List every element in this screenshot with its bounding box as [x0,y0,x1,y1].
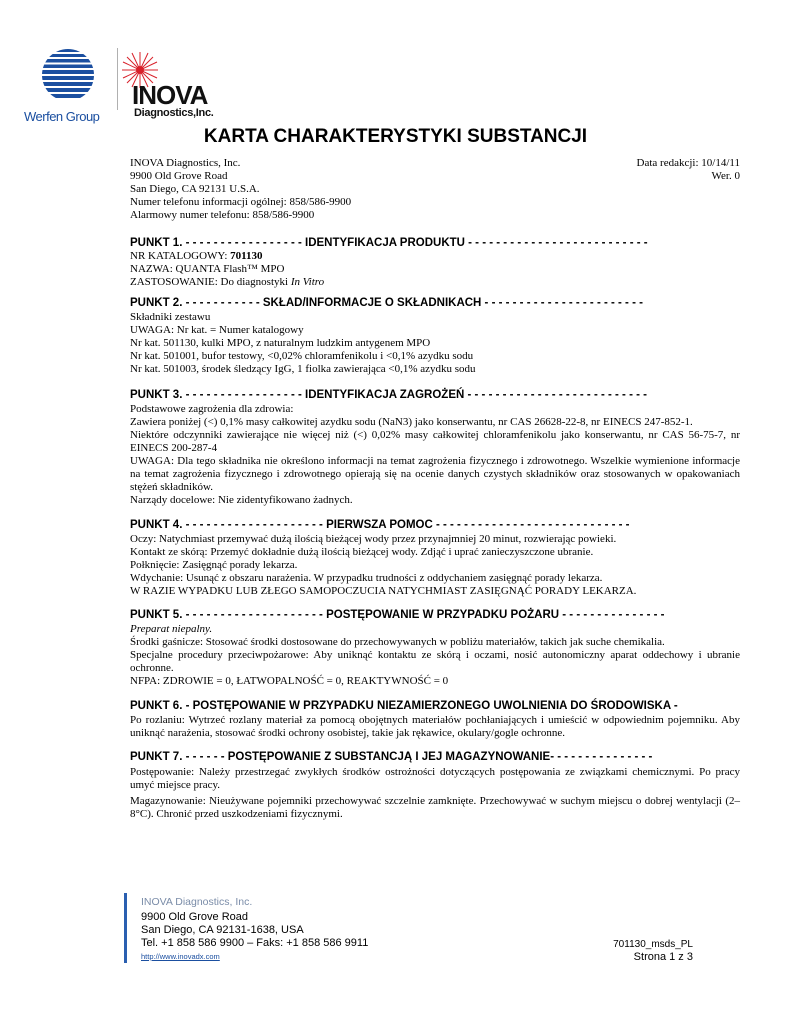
section-5-header: PUNKT 5. - - - - - - - - - - - - - - - - - - - - POSTĘPOWANIE W PRZYPADKU POŻARU - - - - - - - - - - - - - - - [130,609,665,621]
company-line: 9900 Old Grove Road [130,170,228,182]
first-aid-line: Kontakt ze skórą: Przemyć dokładnie dużą ilością bieżącej wody. Zdjąć i uprać zanieczyszczone ubranie. [130,546,594,558]
fire-line: Specjalne procedury przeciwpożarowe: Aby uniknąć kontaktu ze skórą i oczami, nosić autonomiczny aparat oddechowy i ubranie ochronne. [130,649,740,674]
section-3-header: PUNKT 3. - - - - - - - - - - - - - - - - - IDENTYFIKACJA ZAGROŻEŃ - - - - - - - - - - - - - - - - - - - - - - - - - - [130,389,647,401]
doc-id: 701130_msds_PL [613,939,693,950]
first-aid-line: Wdychanie: Usunąć z obszaru narażenia. W przypadku trudności z oddychaniem zasięgnąć porady lekarza. [130,572,603,584]
section-1-header: PUNKT 1. - - - - - - - - - - - - - - - - - IDENTYFIKACJA PRODUKTU - - - - - - - - - - - - - - - - - - - - - - - - - - [130,237,648,249]
page-title: KARTA CHARAKTERYSTYKI SUBSTANCJI [203,126,588,147]
company-line: San Diego, CA 92131 U.S.A. [130,183,260,195]
hazard-line: Zawiera poniżej (<) 0,1% masy całkowitej azydku sodu (NaN3) jako konserwantu, nr CAS 26628-22-8, nr EINECS 247-852-1. [130,416,693,428]
composition-line: UWAGA: Nr kat. = Numer katalogowy [130,324,304,336]
footer-url-link[interactable]: http://www.inovadx.com [141,952,220,961]
footer-block [141,896,368,963]
werfen-logo [24,46,114,124]
revision-date: Data redakcji: 10/14/11 [636,157,740,169]
footer-phone: Tel. +1 858 586 9900 – Faks: +1 858 586 9911 [141,937,369,949]
footer-address-1: 9900 Old Grove Road [141,911,249,923]
section-4-body [130,533,636,598]
inova-subtext: Diagnostics,Inc. [134,107,214,119]
fire-line [130,623,740,636]
footer-doc-info [560,938,693,964]
handling-line: Postępowanie: Należy przestrzegać zwykłych środków ostrożności dotyczących postępowania ze związkami chemicznymi. Po pracy umyć miejsce pracy. [130,766,740,791]
section-1-body [130,250,324,289]
inova-text: INOVA [132,80,208,110]
catalog-label: NR KATALOGOWY: [130,250,231,262]
footer-address-2: San Diego, CA 92131-1638, USA [141,924,304,936]
company-block [130,157,351,222]
company-line: Numer telefonu informacji ogólnej: 858/586-9900 [130,196,352,208]
hazard-line: Narządy docelowe: Nie zidentyfikowano żadnych. [130,494,353,506]
composition-line: Nr kat. 501003, środek śledzący IgG, 1 fiolka zawierająca <0,1% azydku sodu [130,363,476,375]
composition-line: Składniki zestawu [130,311,211,323]
logo-divider [117,48,118,110]
section-6-body [130,714,740,740]
company-line: INOVA Diagnostics, Inc. [130,157,241,169]
release-line: Po rozlaniu: Wytrzeć rozlany materiał za pomocą obojętnych materiałów pochłaniających i umieścić w odpowiednim pojemniku. Aby uniknąć narażenia, stosować środki ochrony osobistej, takie jak rękawice, okulary/gogle ochronne. [130,714,740,739]
composition-line: Nr kat. 501130, kulki MPO, z naturalnym ludzkim antygenem MPO [130,337,431,349]
non-flammable-note: Preparat niepalny. [130,623,213,635]
first-aid-line: Oczy: Natychmiast przemywać dużą ilością bieżącej wody przez przynajmniej 20 minut, rozwierając powieki. [130,533,617,545]
in-vitro-text: In Vitro [290,276,325,288]
werfen-globe-icon [24,46,114,106]
company-line: Alarmowy numer telefonu: 858/586-9900 [130,209,315,221]
hazard-line: Podstawowe zagrożenia dla zdrowia: [130,403,294,415]
section-5-body [130,623,740,688]
first-aid-line: W RAZIE WYPADKU LUB ZŁEGO SAMOPOCZUCIA NATYCHMIAST ZASIĘGNĄĆ PORADY LEKARZA. [130,585,637,597]
revision-block [560,157,740,183]
section-3-body [130,403,740,507]
section-4-header: PUNKT 4. - - - - - - - - - - - - - - - - - - - - PIERWSZA POMOC - - - - - - - - - - - - - - - - - - - - - - - - - - - - [130,519,630,531]
werfen-text: Werfen Group [24,109,100,124]
hazard-line: Niektóre odczynniki zawierające nie więcej niż (<) 0,02% masy całkowitej chloramfenikolu jako konserwantu, nr CAS 56-75-7, nr EINECS 200-287-4 [130,429,740,454]
catalog-line [130,250,324,263]
hazard-line: UWAGA: Dla tego składnika nie określono informacji na temat zagrożenia fizycznego i zdrowotnego. Wszelkie wymienione informacje na temat zagrożenia fizycznego i zdrowotnego opierają się na ocenie danych czystych składników oraz stosowanych w opakowaniach stężeń składników. [130,455,740,493]
page-number: Strona 1 z 3 [633,951,693,963]
intended-use [130,276,324,289]
section-2-body [130,311,476,376]
section-7-body [130,766,740,821]
first-aid-line: Połknięcie: Zasięgnąć porady lekarza. [130,559,298,571]
version: Wer. 0 [711,170,740,182]
section-6-header: PUNKT 6. - POSTĘPOWANIE W PRZYPADKU NIEZAMIERZONEGO UWOLNIENIA DO ŚRODOWISKA - [130,700,678,712]
storage-line: Magazynowanie: Nieużywane pojemniki przechowywać szczelnie zamknięte. Przechowywać w suchym miejscu o dobrej wentylacji (2–8°C). Chronić przed uszkodzeniami fizycznymi. [130,795,740,820]
section-7-header: PUNKT 7. - - - - - - POSTĘPOWANIE Z SUBSTANCJĄ I JEJ MAGAZYNOWANIE- - - - - - - - - - - - - - - [130,751,653,763]
product-name: NAZWA: QUANTA Flash™ MPO [130,263,285,275]
section-2-header: PUNKT 2. - - - - - - - - - - - SKŁAD/INFORMACJE O SKŁADNIKACH - - - - - - - - - - - - - - - - - - - - - - - [130,297,643,309]
footer-company: INOVA Diagnostics, Inc. [141,896,253,908]
catalog-number: 701130 [230,250,263,262]
intended-use-label: ZASTOSOWANIE: Do diagnostyki [130,276,291,288]
inova-logo [120,50,220,120]
fire-line: Środki gaśnicze: Stosować środki dostosowane do przechowywanych w pobliżu materiałów, takich jak suche chemikalia. [130,636,665,648]
fire-line: NFPA: ZDROWIE = 0, ŁATWOPALNOŚĆ = 0, REAKTYWNOŚĆ = 0 [130,675,449,687]
composition-line: Nr kat. 501001, bufor testowy, <0,02% chloramfenikolu i <0,1% azydku sodu [130,350,474,362]
footer-bar [124,893,127,963]
